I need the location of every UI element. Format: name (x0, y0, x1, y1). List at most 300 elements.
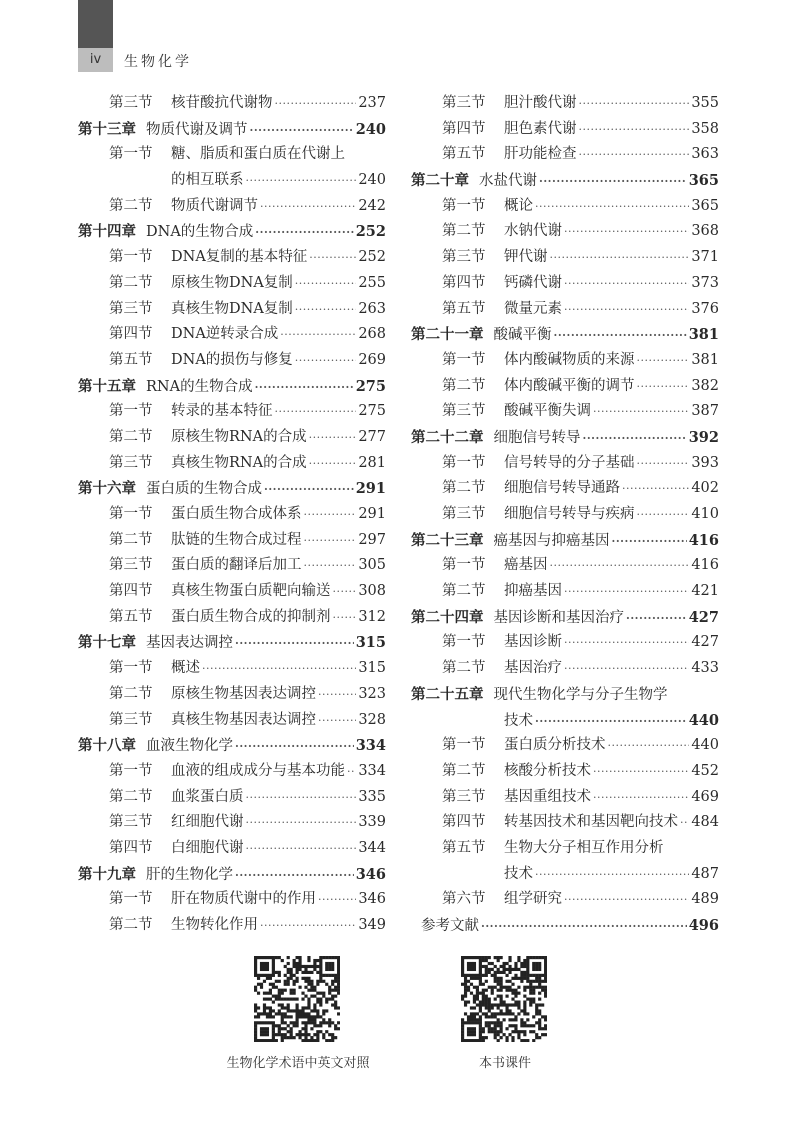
toc-leader-dots (246, 168, 357, 194)
toc-leader-dots (246, 785, 357, 811)
toc-entry-number: 第二节 (109, 917, 153, 933)
toc-chapter-row[interactable] (411, 708, 719, 734)
toc-entry-number: 第一节 (442, 737, 486, 754)
toc-entry-number: 第五节 (442, 300, 486, 317)
toc-entry-title: 细胞信号转导 (493, 429, 581, 446)
toc-leader-dots (564, 579, 689, 605)
toc-section-row[interactable] (411, 733, 719, 759)
toc-leader-dots (255, 220, 353, 246)
toc-entry-title: 真核生物基因表达调控 (171, 711, 316, 728)
toc-entry-number: 第十八章 (78, 737, 136, 755)
toc-page-number: 365 (688, 172, 719, 190)
toc-section-row[interactable] (78, 656, 386, 682)
toc-entry-number: 第一节 (442, 454, 486, 471)
toc-entry-number: 第三节 (442, 506, 486, 522)
toc-page-number: 312 (358, 608, 386, 625)
toc-entry-title: 原核生物基因表达调控 (171, 685, 316, 702)
toc-entry-title: 体内酸碱物质的来源 (504, 351, 635, 368)
toc-section-row[interactable] (78, 91, 386, 117)
toc-entry-title: 原核生物RNA的合成 (171, 428, 307, 445)
toc-page-number: 416 (691, 557, 719, 574)
toc-entry-title: 生物转化作用 (171, 917, 258, 933)
toc-section-row[interactable] (78, 913, 386, 939)
toc-page-number: 349 (358, 917, 386, 933)
toc-section-row[interactable] (78, 759, 386, 785)
toc-entry-number: 第二节 (109, 531, 153, 548)
toc-leader-dots (579, 91, 690, 117)
toc-entry-title: 概论 (504, 197, 533, 214)
toc-page-number: 358 (691, 120, 719, 137)
toc-entry-number: 第二十五章 (411, 685, 484, 703)
toc-section-row[interactable] (411, 271, 719, 297)
toc-section-row[interactable] (411, 785, 719, 811)
toc-entry-number: 第四节 (442, 120, 486, 137)
toc-section-row[interactable] (78, 451, 386, 477)
toc-leader-dots (304, 553, 357, 579)
toc-chapter-row[interactable] (411, 682, 719, 708)
toc-page-number: 277 (358, 428, 386, 445)
toc-page-number: 305 (358, 557, 386, 574)
toc-page-number: 363 (691, 146, 719, 163)
toc-page-number: 237 (358, 95, 386, 111)
toc-entry-title: 血液生物化学 (146, 738, 233, 755)
toc-page-number: 291 (358, 506, 386, 522)
toc-entry-title: 胆色素代谢 (504, 120, 577, 137)
toc-leader-dots (593, 399, 689, 425)
toc-entry-title: 技术 (504, 712, 533, 729)
toc-entry-title: DNA复制的基本特征 (171, 249, 308, 266)
toc-leader-dots (202, 656, 356, 682)
toc-page-number: 421 (691, 583, 719, 600)
toc-entry-number: 第二节 (109, 428, 153, 445)
toc-leader-dots (593, 785, 689, 811)
qr-caption-glossary: 生物化学术语中英文对照 (226, 1056, 370, 1071)
toc-entry-title: 真核生物DNA复制 (171, 300, 293, 317)
toc-leader-dots (333, 605, 357, 631)
toc-page-number: 387 (691, 403, 719, 420)
toc-entry-number: 第十五章 (78, 377, 136, 395)
toc-section-row[interactable] (411, 887, 719, 913)
toc-section-row[interactable] (411, 142, 719, 168)
toc-section-row[interactable] (411, 656, 719, 682)
toc-page-number: 334 (355, 737, 386, 755)
toc-entry-number: 第三节 (442, 249, 486, 266)
toc-section-row[interactable] (78, 887, 386, 913)
toc-entry-title: 物质代谢及调节 (146, 121, 248, 138)
toc-section-row[interactable] (78, 168, 386, 194)
toc-leader-dots (318, 682, 356, 708)
toc-entry-title: 转录的基本特征 (171, 403, 273, 420)
toc-entry-title: 现代生物化学与分子生物学 (493, 686, 668, 703)
toc-entry-number: 第二节 (442, 223, 486, 240)
toc-leader-dots (275, 399, 357, 425)
toc-entry-title: 胆汁酸代谢 (504, 95, 577, 111)
toc-entry-number: 第二节 (109, 197, 153, 214)
toc-entry-title: 肝在物质代谢中的作用 (171, 891, 316, 908)
toc-leader-dots (304, 528, 357, 554)
toc-page-number: 268 (358, 326, 386, 343)
toc-entry-title: 红细胞代谢 (171, 814, 244, 831)
toc-section-row[interactable] (78, 579, 386, 605)
toc-page-number: 484 (691, 814, 719, 831)
toc-entry-number: 第二十四章 (411, 608, 484, 626)
toc-entry-title: 糖、脂质和蛋白质在代谢上 (171, 146, 345, 163)
toc-entry-title: 癌基因与抑癌基因 (493, 532, 610, 549)
toc-leader-dots (637, 502, 690, 528)
toc-leader-dots (246, 810, 357, 836)
toc-entry-number: 第三节 (442, 403, 486, 420)
toc-section-row[interactable] (78, 297, 386, 323)
toc-leader-dots (550, 245, 690, 271)
toc-section-row[interactable] (78, 708, 386, 734)
toc-section-row[interactable] (411, 91, 719, 117)
toc-section-row[interactable] (78, 194, 386, 220)
toc-leader-dots (295, 271, 357, 297)
header-book-title: 生物化学 (124, 54, 192, 70)
toc-page-number: 275 (355, 377, 386, 395)
toc-leader-dots (235, 734, 354, 760)
toc-section-row[interactable] (411, 348, 719, 374)
toc-page-number: 291 (355, 480, 386, 498)
toc-entry-title: 基因诊断和基因治疗 (493, 609, 624, 626)
toc-entry-title: 核酸分析技术 (504, 762, 591, 779)
toc-entry-title: 真核生物RNA的合成 (171, 454, 307, 471)
toc-entry-title: 基因重组技术 (504, 788, 591, 805)
toc-section-row[interactable] (78, 810, 386, 836)
toc-entry-number: 第三节 (109, 814, 153, 831)
toc-entry-number: 第四节 (109, 583, 153, 600)
toc-entry-number: 第一节 (442, 634, 486, 651)
toc-page-number: 496 (688, 917, 719, 934)
toc-entry-number: 第三节 (109, 557, 153, 574)
toc-page-number: 335 (358, 788, 386, 805)
toc-section-row[interactable] (411, 579, 719, 605)
toc-section-row[interactable] (411, 297, 719, 323)
toc-entry-number: 第十六章 (78, 480, 136, 498)
toc-section-row[interactable] (411, 451, 719, 477)
toc-leader-dots (554, 323, 687, 349)
toc-entry-title: 蛋白质生物合成的抑制剂 (171, 608, 331, 625)
toc-section-row[interactable] (411, 862, 719, 888)
toc-entry-number: 第五节 (442, 839, 486, 856)
toc-leader-dots (250, 118, 354, 144)
toc-page-number: 344 (358, 839, 386, 856)
toc-section-row[interactable] (78, 425, 386, 451)
toc-entry-title: 体内酸碱平衡的调节 (504, 377, 635, 394)
toc-entry-number: 第五节 (109, 608, 153, 625)
toc-leader-dots (539, 169, 687, 195)
toc-page-number: 275 (358, 403, 386, 420)
header-page-number: iv (78, 48, 113, 72)
toc-leader-dots (583, 426, 687, 452)
toc-leader-dots (564, 271, 689, 297)
toc-leader-dots (637, 451, 690, 477)
toc-chapter-row[interactable] (78, 476, 386, 502)
toc-entry-number: 第四节 (442, 814, 486, 831)
toc-section-row[interactable] (411, 194, 719, 220)
toc-entry-number: 第十四章 (78, 223, 136, 241)
toc-entry-number: 第十七章 (78, 634, 136, 652)
toc-entry-number: 第四节 (442, 274, 486, 291)
toc-leader-dots (612, 529, 687, 555)
toc-entry-title: 肽链的生物合成过程 (171, 531, 302, 548)
toc-section-row[interactable] (78, 605, 386, 631)
toc-section-row[interactable] (78, 836, 386, 862)
toc-entry-title: 参考文献 (421, 918, 479, 934)
toc-page-number: 487 (691, 865, 719, 882)
toc-page-number: 416 (688, 531, 719, 549)
toc-leader-dots (280, 322, 356, 348)
toc-leader-dots (579, 142, 690, 168)
toc-entry-title: RNA的生物合成 (146, 378, 253, 395)
toc-entry-number: 第二节 (109, 685, 153, 702)
toc-page-number: 433 (691, 660, 719, 677)
toc-entry-title: 概述 (171, 660, 200, 677)
toc-entry-title: 蛋白质的生物合成 (146, 481, 262, 498)
toc-entry-title: 的相互联系 (171, 172, 244, 189)
toc-entry-number: 第二十一章 (411, 326, 484, 344)
toc-entry-title: 水钠代谢 (504, 223, 562, 240)
toc-entry-title: 酸碱平衡 (493, 327, 552, 344)
toc-entry-title: 细胞信号转导通路 (504, 480, 620, 497)
toc-page-number: 240 (358, 172, 386, 189)
toc-entry-title: 白细胞代谢 (171, 839, 244, 856)
toc-page-number: 355 (691, 95, 719, 111)
toc-entry-number: 第一节 (442, 557, 486, 574)
toc-leader-dots (535, 862, 689, 888)
toc-chapter-row[interactable] (78, 219, 386, 245)
toc-entry-title: 基因表达调控 (146, 635, 233, 652)
toc-page-number: 315 (358, 660, 386, 677)
toc-entry-number: 第三节 (442, 95, 486, 111)
toc-page-number: 263 (358, 300, 386, 317)
toc-section-row[interactable] (78, 245, 386, 271)
toc-page-number: 440 (691, 737, 719, 754)
toc-page-number: 427 (688, 608, 719, 626)
toc-entry-number: 第二十二章 (411, 428, 484, 446)
toc-entry-title: 钙磷代谢 (504, 274, 562, 291)
toc-section-row[interactable] (411, 630, 719, 656)
toc-entry-title: DNA的损伤与修复 (171, 351, 293, 368)
toc-leader-dots (564, 656, 689, 682)
toc-entry-title: 酸碱平衡失调 (504, 403, 591, 420)
toc-leader-dots (608, 733, 690, 759)
toc-chapter-row[interactable] (78, 862, 386, 888)
toc-leader-dots (637, 374, 690, 400)
toc-chapter-row[interactable] (411, 913, 719, 939)
toc-page-number: 297 (358, 531, 386, 548)
toc-page-number: 368 (691, 223, 719, 240)
toc-entry-title: 抑癌基因 (504, 583, 562, 600)
toc-section-row[interactable] (411, 374, 719, 400)
toc-chapter-row[interactable] (411, 168, 719, 194)
toc-page-number: 308 (358, 583, 386, 600)
toc-chapter-row[interactable] (78, 374, 386, 400)
toc-leader-dots (295, 348, 357, 374)
toc-entry-title: 组学研究 (504, 891, 562, 908)
toc-leader-dots (309, 451, 357, 477)
toc-page-number: 281 (358, 454, 386, 471)
toc-left-column (78, 91, 386, 939)
toc-page-number: 373 (691, 274, 719, 291)
toc-chapter-row[interactable] (411, 425, 719, 451)
toc-leader-dots (637, 348, 690, 374)
qr-code-courseware (461, 956, 547, 1042)
toc-page-number: 392 (688, 428, 719, 446)
toc-page-number: 427 (691, 634, 719, 651)
toc-entry-title: 癌基因 (504, 557, 548, 574)
toc-leader-dots (309, 425, 357, 451)
toc-entry-number: 第二十三章 (411, 531, 484, 549)
toc-section-row[interactable] (411, 399, 719, 425)
toc-entry-number: 第三节 (109, 711, 153, 728)
toc-page-number: 376 (691, 300, 719, 317)
toc-entry-number: 第二节 (442, 583, 486, 600)
toc-section-row[interactable] (78, 348, 386, 374)
toc-page-number: 489 (691, 891, 719, 908)
toc-entry-number: 第二节 (109, 274, 153, 291)
toc-entry-number: 第一节 (442, 197, 486, 214)
qr-caption-courseware: 本书课件 (478, 1056, 531, 1071)
toc-leader-dots (260, 913, 356, 939)
toc-page-number: 402 (691, 480, 719, 497)
toc-section-row[interactable] (411, 117, 719, 143)
toc-leader-dots (235, 631, 354, 657)
toc-section-row[interactable] (78, 553, 386, 579)
toc-entry-number: 第五节 (442, 146, 486, 163)
toc-page-number: 339 (358, 814, 386, 831)
toc-leader-dots (295, 297, 357, 323)
toc-entry-title: 基因治疗 (504, 660, 562, 677)
toc-page-number: 469 (691, 788, 719, 805)
toc-entry-number: 第四节 (109, 326, 153, 343)
toc-leader-dots (333, 579, 357, 605)
toc-leader-dots (564, 887, 689, 913)
toc-chapter-row[interactable] (411, 322, 719, 348)
toc-entry-title: 血液的组成成分与基本功能 (171, 762, 345, 779)
toc-entry-number: 第二节 (442, 660, 486, 677)
toc-entry-number: 第一节 (109, 403, 153, 420)
toc-entry-number: 第一节 (109, 762, 153, 779)
toc-leader-dots (550, 553, 690, 579)
toc-page-number: 252 (358, 249, 386, 266)
toc-page-number: 393 (691, 454, 719, 471)
toc-entry-title: 信号转导的分子基础 (504, 454, 635, 471)
toc-leader-dots (235, 863, 354, 889)
toc-entry-title: 钾代谢 (504, 249, 548, 266)
toc-page-number: 240 (355, 120, 386, 138)
toc-entry-number: 第一节 (109, 146, 153, 163)
toc-entry-number: 第十九章 (78, 865, 136, 883)
toc-leader-dots (481, 914, 687, 940)
toc-section-row[interactable] (78, 785, 386, 811)
toc-page-number: 452 (691, 762, 719, 779)
toc-page-number: 440 (688, 711, 719, 729)
toc-leader-dots (564, 219, 689, 245)
toc-entry-number: 第五节 (109, 351, 153, 368)
qr-code-glossary (254, 956, 340, 1042)
toc-entry-title: 基因诊断 (504, 634, 562, 651)
toc-leader-dots (264, 477, 354, 503)
toc-section-row[interactable] (411, 476, 719, 502)
toc-entry-number: 第一节 (109, 249, 153, 266)
toc-section-row[interactable] (78, 528, 386, 554)
toc-chapter-row[interactable] (411, 605, 719, 631)
toc-leader-dots (593, 759, 689, 785)
toc-section-row[interactable] (411, 502, 719, 528)
toc-leader-dots (246, 836, 357, 862)
toc-leader-dots (535, 709, 687, 735)
toc-entry-number: 第六节 (442, 891, 486, 908)
toc-leader-dots (347, 759, 356, 785)
toc-entry-number: 第三节 (109, 300, 153, 317)
toc-page-number: 346 (355, 865, 386, 883)
toc-leader-dots (260, 194, 356, 220)
toc-page-number: 334 (358, 762, 386, 779)
toc-entry-title: 技术 (504, 865, 533, 882)
toc-page-number: 328 (358, 711, 386, 728)
toc-section-row[interactable] (411, 759, 719, 785)
toc-leader-dots (564, 297, 689, 323)
toc-leader-dots (255, 375, 354, 401)
toc-page-number: 410 (691, 506, 719, 522)
toc-section-row[interactable] (411, 219, 719, 245)
toc-leader-dots (309, 245, 356, 271)
toc-entry-title: DNA的生物合成 (146, 224, 254, 241)
toc-page-number: 242 (358, 197, 386, 214)
toc-entry-number: 第十三章 (78, 120, 136, 138)
toc-section-row[interactable] (78, 682, 386, 708)
toc-section-row[interactable] (78, 271, 386, 297)
toc-entry-number: 第二十章 (411, 172, 469, 190)
toc-section-row[interactable] (78, 399, 386, 425)
toc-leader-dots (535, 194, 689, 220)
toc-chapter-row[interactable] (78, 117, 386, 143)
toc-page-number: 381 (688, 326, 719, 344)
toc-entry-title: 蛋白质的翻译后加工 (171, 557, 302, 574)
toc-entry-title: 生物大分子相互作用分析 (504, 839, 664, 856)
toc-section-row[interactable] (78, 322, 386, 348)
toc-entry-number: 第一节 (109, 506, 153, 522)
toc-leader-dots (680, 810, 689, 836)
toc-entry-number: 第一节 (442, 351, 486, 368)
toc-chapter-row[interactable] (411, 528, 719, 554)
toc-section-row[interactable] (411, 553, 719, 579)
toc-page-number: 315 (355, 634, 386, 652)
toc-leader-dots (564, 630, 689, 656)
toc-entry-title: 血浆蛋白质 (171, 788, 244, 805)
toc-chapter-row[interactable] (78, 733, 386, 759)
toc-section-row[interactable] (78, 142, 386, 168)
toc-section-row[interactable] (411, 810, 719, 836)
toc-leader-dots (622, 476, 689, 502)
toc-leader-dots (275, 91, 357, 117)
toc-page-number: 346 (358, 891, 386, 908)
toc-entry-number: 第三节 (109, 95, 153, 111)
toc-entry-title: 细胞信号转导与疾病 (504, 506, 635, 522)
toc-page-number: 252 (355, 223, 386, 241)
toc-entry-title: 物质代谢调节 (171, 197, 258, 214)
toc-right-column (411, 91, 719, 939)
toc-section-row[interactable] (78, 502, 386, 528)
toc-entry-title: 核苷酸抗代谢物 (171, 95, 273, 111)
toc-section-row[interactable] (411, 836, 719, 862)
toc-chapter-row[interactable] (78, 630, 386, 656)
toc-entry-title: 真核生物蛋白质靶向输送 (171, 583, 331, 600)
toc-leader-dots (579, 117, 690, 143)
toc-section-row[interactable] (411, 245, 719, 271)
toc-entry-number: 第二节 (442, 377, 486, 394)
